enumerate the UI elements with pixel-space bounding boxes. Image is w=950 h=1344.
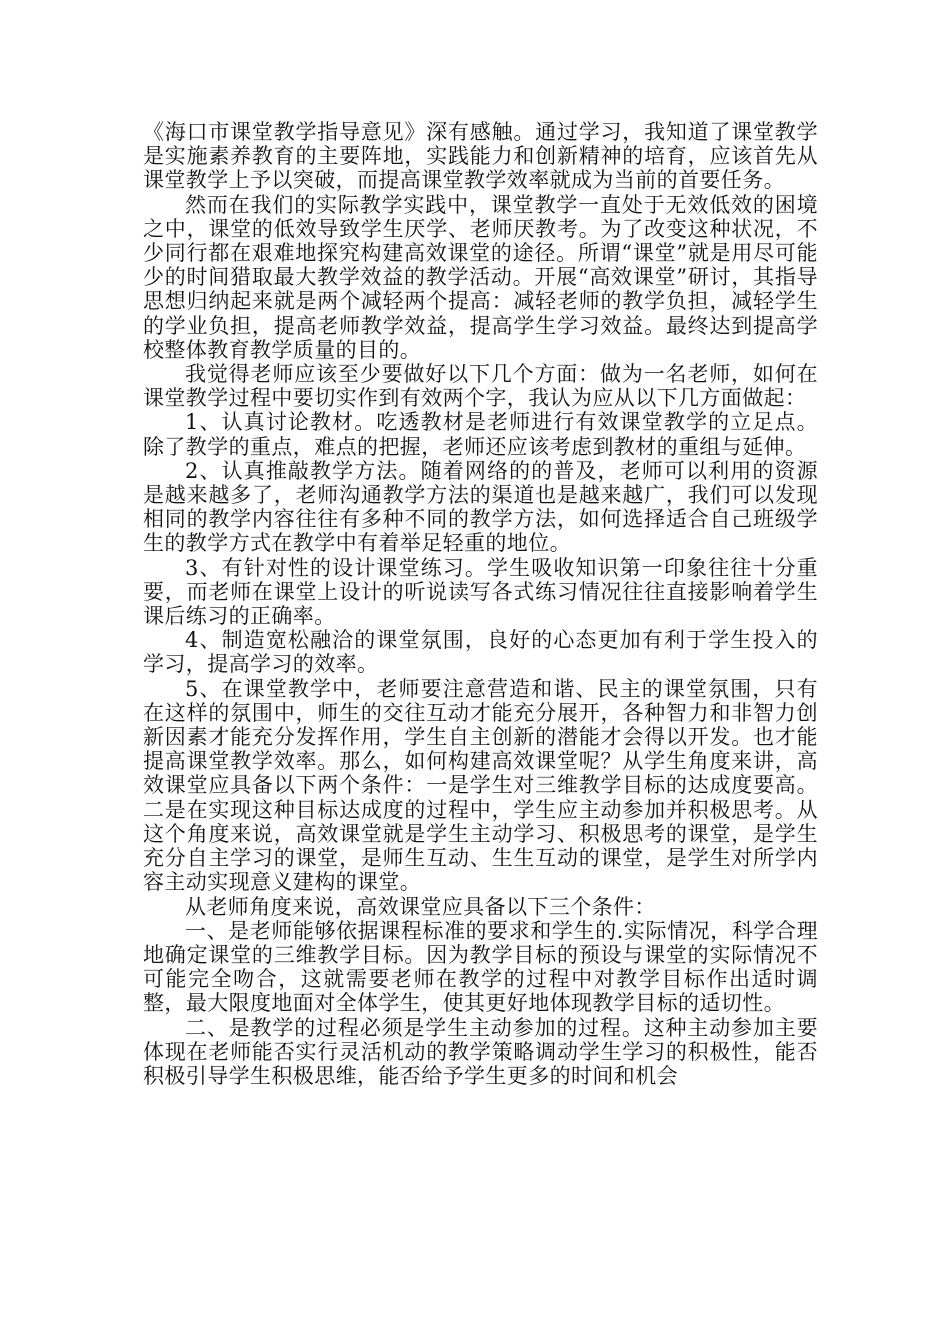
paragraph-problem: 然而在我们的实际教学实践中，课堂教学一直处于无效低效的困境之中，课堂的低效导致学生厌学、老师厌教考。为了改变这种状况，不少同行都在艰难地探究构建高效课堂的途径。所谓“课堂”就是用尽可能少的时间猎取最大教学效益的教学活动。开展“高效课堂”研讨，其指导思想归纳起来就是两个减轻两个提高：减轻老师的教学负担，减轻学生的学业负担，提高老师教学效益，提高学生学习效益。最终达到提高学校整体教育教学质量的目的。 xyxy=(143,192,818,362)
paragraph-teacher-view: 从老师角度来说，高效课堂应具备以下三个条件： xyxy=(185,894,656,919)
document-page xyxy=(143,120,818,1088)
paragraph-condition-1: 一、是老师能够依据课程标准的要求和学生的.实际情况，科学合理地确定课堂的三维教学目标。因为教学目标的预设与课堂的实际情况不可能完全吻合，这就需要老师在教学的过程中对教学目标作出适时调整，最大限度地面对全体学生，使其更好地体现教学目标的适切性。 xyxy=(143,918,818,1016)
paragraph-point-5: 5、在课堂教学中，老师要注意营造和谐、民主的课堂氛围，只有在这样的氛围中，师生的交往互动才能充分展开，各种智力和非智力创新因素才能充分发挥作用，学生自主创新的潜能才会得以开发。也才能提高课堂教学效率。那么，如何构建高效课堂呢？从学生角度来讲，高效课堂应具备以下两个条件：一是学生对三维教学目标的达成度要高。二是在实现这种目标达成度的过程中，学生应主动参加并积极思考。从这个角度来说，高效课堂就是学生主动学习、积极思考的课堂，是学生充分自主学习的课堂，是师生互动、生生互动的课堂，是学生对所学内容主动实现意义建构的课堂。 xyxy=(143,676,818,895)
paragraph-point-3: 3、有针对性的设计课堂练习。学生吸收知识第一印象往往十分重要，而老师在课堂上设计的听说读写各式练习情况往往直接影响着学生课后练习的正确率。 xyxy=(143,555,818,629)
paragraph-aspects: 我觉得老师应该至少要做好以下几个方面：做为一名老师，如何在课堂教学过程中要切实作到有效两个字，我认为应从以下几方面做起： xyxy=(143,362,818,411)
paragraph-condition-2: 二、是教学的过程必须是学生主动参加的过程。这种主动参加主要体现在老师能否实行灵活机动的教学策略调动学生学习的积极性，能否积极引导学生积极思维，能否给予学生更多的时间和机会 xyxy=(143,1015,818,1088)
paragraph-point-2: 2、认真推敲教学方法。随着网络的的普及，老师可以利用的资源是越来越多了，老师沟通教学方法的渠道也是越来越广，我们可以发现相同的教学内容往往有多种不同的教学方法，如何选择适合自己班级学生的教学方式在教学中有着举足轻重的地位。 xyxy=(143,458,818,556)
paragraph-intro: 《海口市课堂教学指导意见》深有感触。通过学习，我知道了课堂教学是实施素养教育的主要阵地，实践能力和创新精神的培育，应该首先从课堂教学上予以突破，而提高课堂教学效率就成为当前的首要任务。 xyxy=(143,120,818,193)
paragraph-point-1: 1、认真讨论教材。吃透教材是老师进行有效课堂教学的立足点。除了教学的重点，难点的把握，老师还应该考虑到教材的重组与延伸。 xyxy=(143,410,818,459)
paragraph-point-4: 4、制造宽松融洽的课堂氛围，良好的心态更加有利于学生投入的学习，提高学习的效率。 xyxy=(143,628,818,677)
